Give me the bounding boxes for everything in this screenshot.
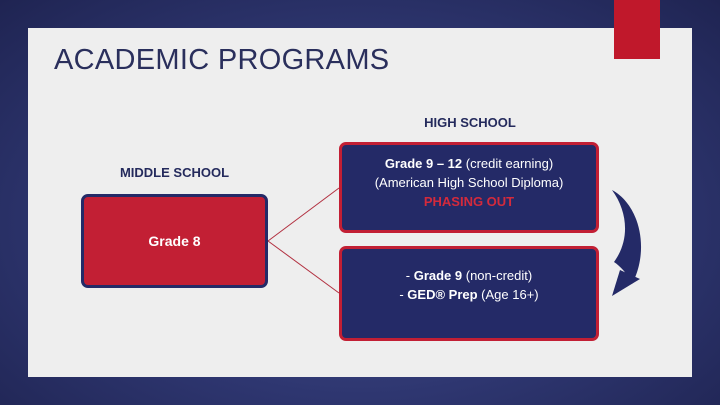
bullet-dash: -	[399, 287, 408, 302]
grade-8-label: Grade 8	[148, 232, 201, 249]
middle-school-heading-text: MIDDLE SCHOOL	[119, 165, 230, 180]
credit-earning-label: (credit earning)	[462, 156, 554, 171]
grade-9-label: Grade 9	[413, 268, 463, 283]
non-credit-label: (non-credit)	[462, 268, 533, 283]
high-school-heading: HIGH SCHOOL	[424, 115, 516, 130]
bullet-dash: -	[405, 268, 414, 283]
diploma-label: (American High School Diploma)	[374, 175, 564, 190]
noncredit-item-grade-9	[342, 266, 596, 285]
slide-title: ACADEMIC PROGRAMS	[54, 44, 390, 76]
noncredit-item-ged	[342, 285, 596, 304]
credit-earning-box	[339, 142, 599, 233]
grade-8-box	[81, 194, 268, 288]
phasing-out-label: PHASING OUT	[423, 194, 515, 209]
grade-range-label: Grade 9 – 12	[384, 156, 463, 171]
credit-line-1	[342, 154, 596, 173]
non-credit-box	[339, 246, 599, 341]
age-label: (Age 16+)	[477, 287, 539, 302]
middle-school-heading	[0, 165, 340, 180]
ged-prep-label: GED® Prep	[407, 287, 478, 302]
accent-bar	[614, 0, 660, 59]
